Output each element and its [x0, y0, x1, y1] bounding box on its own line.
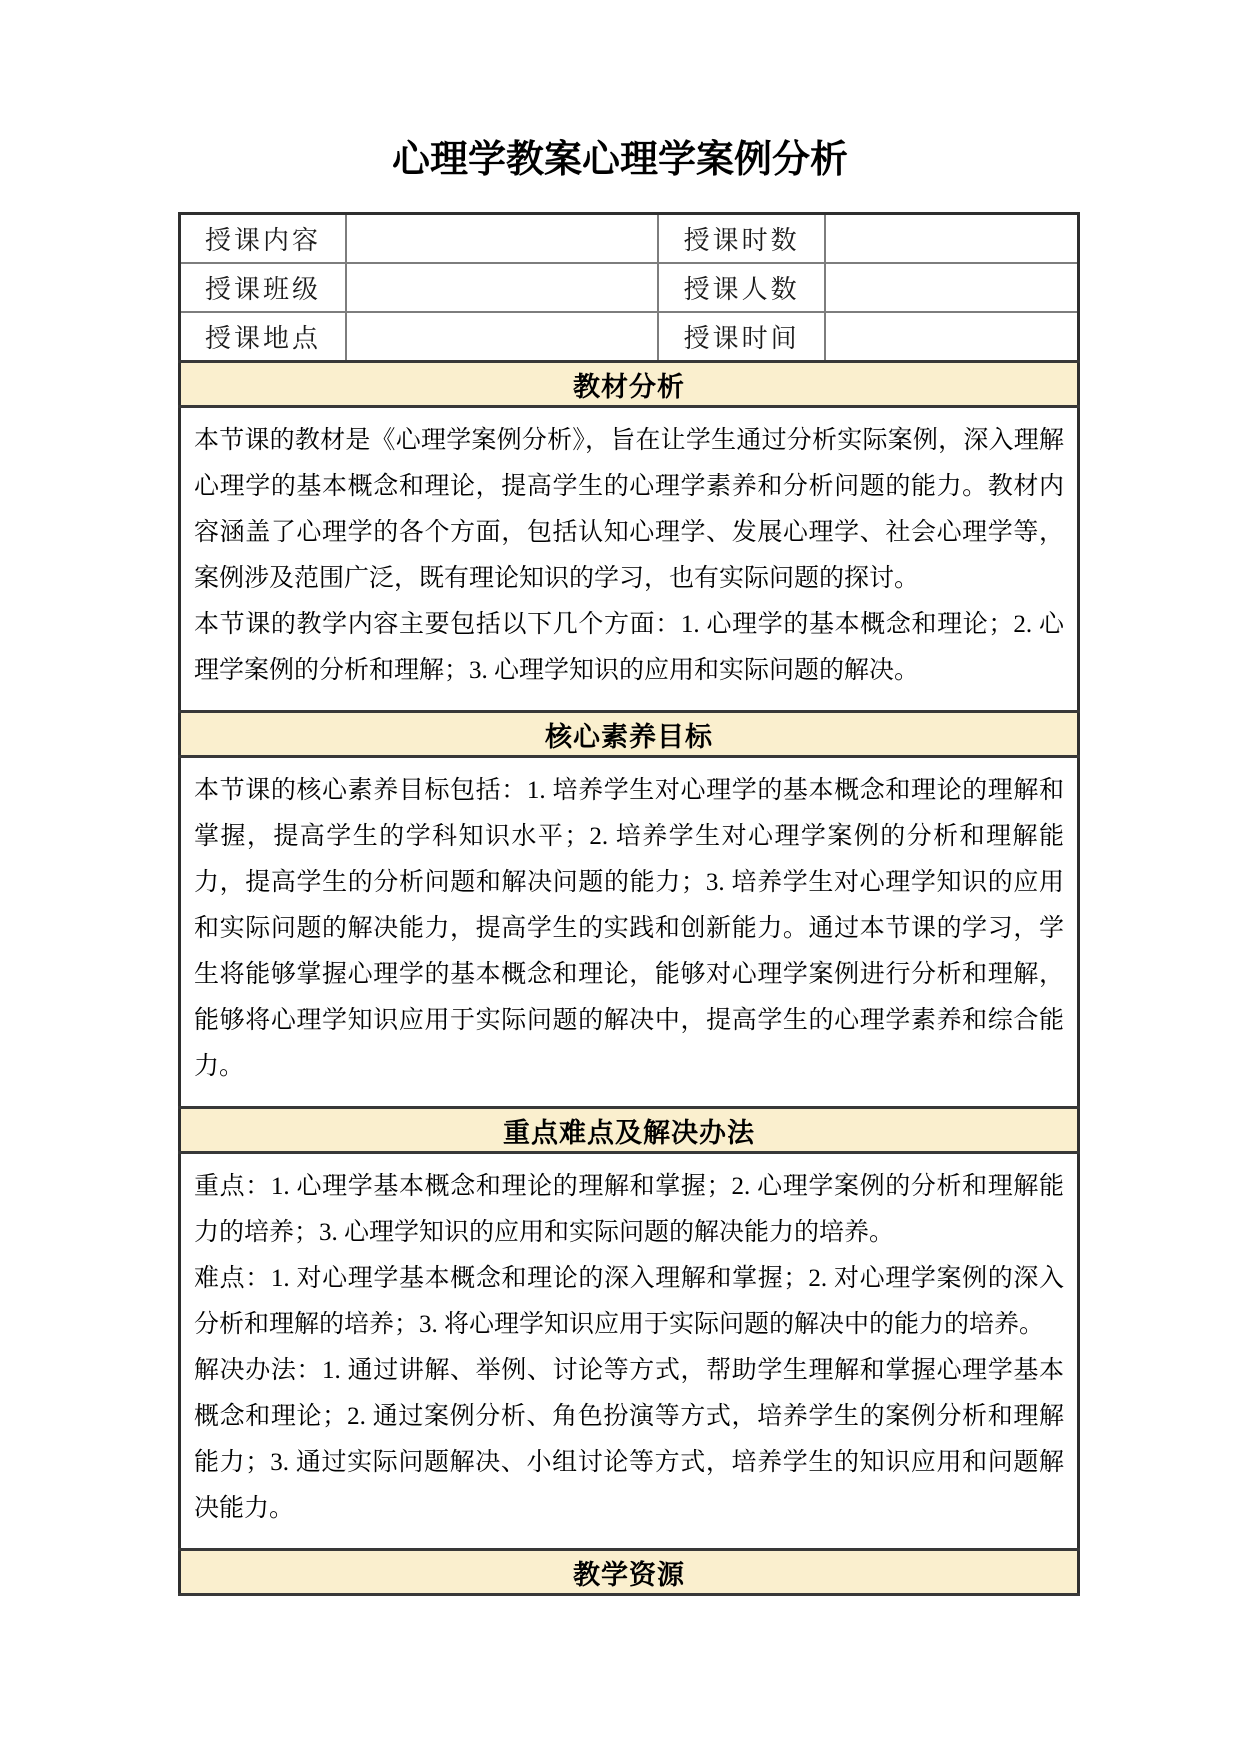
section-header-row-core-literacy-goals [180, 712, 1079, 757]
course-content-label: 授课内容 [180, 214, 346, 264]
info-row-location-time [180, 312, 1079, 362]
textbook-analysis-paragraph-1: 本节课的教材是《心理学案例分析》，旨在让学生通过分析实际案例，深入理解心理学的基本概念和理论，提高学生的心理学素养和分析问题的能力。教材内容涵盖了心理学的各个方面，包括认知心理学、发展心理学、社会心理学等，案例涉及范围广泛，既有理论知识的学习，也有实际问题的探讨。 [194, 427, 1064, 592]
course-location-label: 授课地点 [180, 312, 346, 362]
student-count-label: 授课人数 [658, 263, 825, 312]
key-points-paragraph: 重点：1. 心理学基本概念和理论的理解和掌握；2. 心理学案例的分析和理解能力的培养；3. 心理学知识的应用和实际问题的解决能力的培养。 [194, 1173, 1064, 1246]
section-body-row-core-literacy-goals [180, 757, 1079, 1108]
section-header-row-teaching-resources [180, 1550, 1079, 1595]
textbook-analysis-paragraph-2: 本节课的教学内容主要包括以下几个方面：1. 心理学的基本概念和理论；2. 心理学案例的分析和理解；3. 心理学知识的应用和实际问题的解决。 [194, 611, 1064, 684]
info-row-class-count [180, 263, 1079, 312]
difficult-points-paragraph: 难点：1. 对心理学基本概念和理论的深入理解和掌握；2. 对心理学案例的深入分析和理解的培养；3. 将心理学知识应用于实际问题的解决中的能力的培养。 [194, 1265, 1064, 1338]
core-literacy-goals-paragraph-1: 本节课的核心素养目标包括：1. 培养学生对心理学的基本概念和理论的理解和掌握，提高学生的学科知识水平；2. 培养学生对心理学案例的分析和理解能力，提高学生的分析问题和解决问题的能力；3. 培养学生对心理学知识的应用和实际问题的解决能力，提高学生的实践和创新能力。通过本节课的学习，学生将能够掌握心理学的基本概念和理论，能够对心理学案例进行分析和理解，能够将心理学知识应用于实际问题的解决中，提高学生的心理学素养和综合能力。 [194, 777, 1064, 1080]
student-count-field[interactable] [825, 263, 1078, 312]
course-time-label: 授课时间 [658, 312, 825, 362]
course-time-field[interactable] [825, 312, 1078, 362]
section-header-key-difficulties-solutions: 重点难点及解决办法 [180, 1108, 1079, 1153]
section-header-textbook-analysis: 教材分析 [180, 362, 1079, 407]
course-hours-field[interactable] [825, 214, 1078, 264]
section-body-core-literacy-goals [180, 757, 1079, 1108]
section-header-row-textbook-analysis [180, 362, 1079, 407]
section-header-core-literacy-goals: 核心素养目标 [180, 712, 1079, 757]
lesson-plan-table [178, 212, 1080, 1596]
course-class-field[interactable] [346, 263, 658, 312]
section-header-row-key-difficulties-solutions [180, 1108, 1079, 1153]
section-body-row-textbook-analysis [180, 407, 1079, 712]
section-body-key-difficulties-solutions [180, 1153, 1079, 1550]
course-location-field[interactable] [346, 312, 658, 362]
lesson-plan-document [178, 212, 1080, 1596]
section-header-teaching-resources: 教学资源 [180, 1550, 1079, 1595]
info-row-content-hours [180, 214, 1079, 264]
section-body-row-key-difficulties-solutions [180, 1153, 1079, 1550]
course-class-label: 授课班级 [180, 263, 346, 312]
course-hours-label: 授课时数 [658, 214, 825, 264]
document-title: 心理学教案心理学案例分析 [391, 139, 848, 181]
solutions-paragraph: 解决办法：1. 通过讲解、举例、讨论等方式，帮助学生理解和掌握心理学基本概念和理论；2. 通过案例分析、角色扮演等方式，培养学生的案例分析和理解能力；3. 通过实际问题解决、小组讨论等方式，培养学生的知识应用和问题解决能力。 [194, 1357, 1064, 1522]
section-body-textbook-analysis [180, 407, 1079, 712]
course-content-field[interactable] [346, 214, 658, 264]
